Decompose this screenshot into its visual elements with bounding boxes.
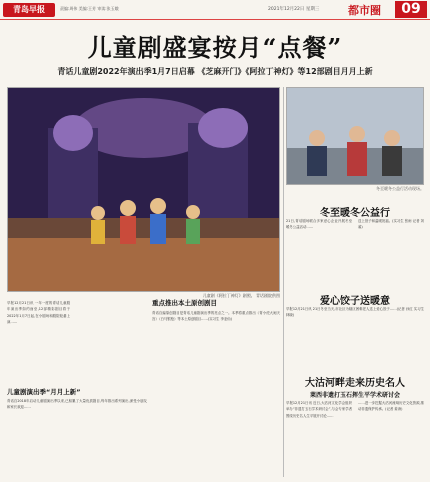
column-1-body: 青话自2018年启动儿童剧演出季以来,已积累了大量优质剧目,每年推出系列演出,深受小朋友和家长欢迎…… bbox=[7, 399, 147, 410]
section-title: 都市圈 bbox=[348, 4, 381, 17]
bottom-title: 大沽河畔走来历史名人 bbox=[305, 378, 405, 389]
bottom-column-2: ……进一步挖掘大沽河流域历史文化资源,推动非遗保护传承。(记者 姜涛) bbox=[358, 401, 424, 412]
column-1-intro: 早报12月21日讯 一年一度的青话儿童剧年演出季如约而至,12部精彩剧目将于2022年1月7日起,在小剧场和剧院轮番上演…… bbox=[7, 301, 70, 325]
page-number: 09 bbox=[395, 1, 427, 18]
column-1-heading: 儿童剧演出季“月月上新” bbox=[7, 388, 81, 396]
charity-scene-illustration bbox=[287, 88, 424, 185]
main-photo bbox=[7, 87, 280, 292]
date-line: 2021年12月22日 星期三 bbox=[268, 7, 320, 12]
right-column-1: 21日,青话剧场联合多家爱心企业开展冬至暖冬公益活动…… bbox=[286, 219, 352, 230]
bottom-subtitle: 莱西非遗打玉石挥生平学术研讨会 bbox=[309, 392, 400, 399]
right-photo bbox=[286, 87, 424, 185]
page-subhead: 青话儿童剧2022年演出季1月7日启幕 《芝麻开门》《阿拉丁神灯》等12部剧目月月上新 bbox=[57, 67, 373, 76]
bottom-column-1: 早报12月21日讯 近日,大沽河文化学会组织举办“非遗打玉石学术研讨会”,与会专家学者围绕历史名人生平展开讨论…… bbox=[286, 401, 352, 418]
stage-scene-illustration bbox=[8, 88, 280, 292]
column-2-heading: 重点推出本土原创剧目 bbox=[152, 299, 217, 307]
masthead bbox=[0, 0, 430, 20]
right-sub-title: 爱心饺子送暖意 bbox=[320, 296, 390, 307]
page-headline: 儿童剧盛宴按月“点餐” bbox=[87, 33, 343, 62]
right-article-title: 冬至暖冬公益行 bbox=[320, 208, 390, 219]
column-2-body: 青话自编原创剧目是青话儿童剧演出季的亮点之一。本季将重点推出《青小虎大闹天宫》《白马银枪》等本土原创剧目……(实习生 李亚仙) bbox=[152, 311, 280, 322]
right-column-2: 送上饺子和温暖祝福。(实习生 张雨 记者 刘睿) bbox=[358, 219, 424, 230]
newspaper-logo: 青岛早报 bbox=[3, 3, 55, 17]
main-photo-caption: 儿童剧《阿拉丁神灯》剧照。 青话剧院供图 bbox=[202, 293, 280, 298]
right-photo-caption: 冬至暖冬公益行活动现场。 bbox=[376, 186, 424, 191]
editors-line: 责编:周伟 美编:王芳 审读:张玉娥 bbox=[60, 6, 119, 11]
column-divider bbox=[283, 87, 284, 477]
right-sub-body: 早报12月21日讯 21日冬至当天,市社区为辖区困难老人送上爱心饺子……(记者 孙红 实习生 林晓) bbox=[286, 307, 424, 318]
